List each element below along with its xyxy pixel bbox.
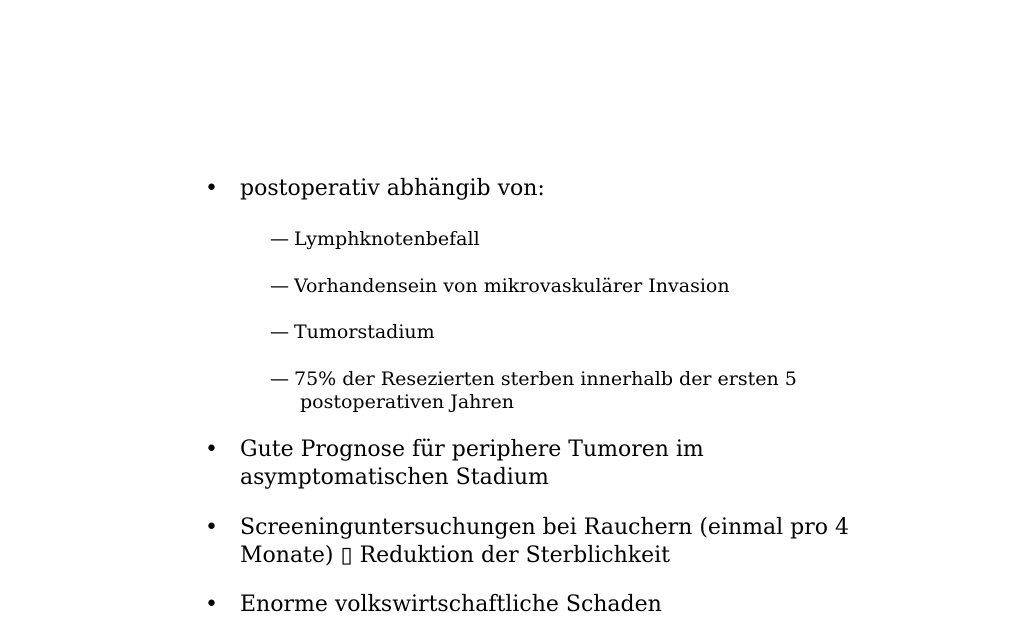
sub-item-line: postoperativen Jahren	[300, 391, 514, 413]
bullet-line: Monate) ▯ Reduktion der Sterblichkeit	[240, 543, 670, 568]
bullet-text	[240, 514, 880, 570]
bullet-item	[205, 514, 880, 570]
bullet-marker: •	[205, 176, 218, 201]
bullet-marker: •	[205, 592, 218, 617]
dash-marker: —	[270, 321, 289, 343]
bullet-text: Enorme volkswirtschaftliche Schaden	[240, 592, 662, 617]
bullet-item	[205, 436, 880, 492]
bullet-marker: •	[205, 515, 218, 540]
bullet-item	[205, 591, 880, 619]
bullet-line: Gute Prognose für periphere Tumoren im	[240, 437, 704, 462]
sub-item-text: Tumorstadium	[294, 321, 435, 343]
bullet-text	[240, 436, 880, 492]
sub-item-text: Lymphknotenbefall	[294, 228, 480, 250]
sub-item	[270, 321, 854, 344]
dash-marker: —	[270, 275, 289, 297]
bullet-marker: •	[205, 437, 218, 462]
bullet-line: Screeninguntersuchungen bei Rauchern (einmal pro 4	[240, 515, 849, 540]
dash-marker: —	[270, 368, 289, 390]
sub-item	[270, 275, 854, 298]
bullet-line: asymptomatischen Stadium	[240, 465, 549, 490]
sub-item-text: Vorhandensein von mikrovaskulärer Invasion	[294, 275, 730, 297]
sub-item	[270, 228, 854, 251]
sub-item-line: 75% der Resezierten sterben innerhalb der ersten 5	[294, 368, 797, 390]
bullet-text: postoperativ abhängib von:	[240, 176, 545, 201]
dash-marker: —	[270, 228, 289, 250]
bullet-item	[205, 175, 880, 203]
sub-item	[270, 368, 854, 414]
sub-item-text	[294, 368, 854, 414]
